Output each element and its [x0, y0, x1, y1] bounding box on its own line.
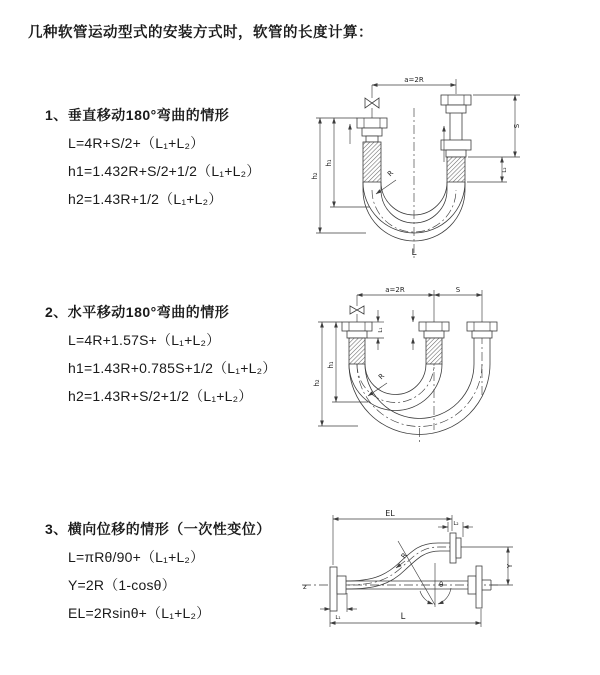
formula-line: h1=1.43R+0.785S+1/2（L₁+L₂）	[68, 360, 277, 376]
section-lateral-displacement	[45, 515, 315, 627]
formula-line: EL=2Rsinθ+（L₁+L₂）	[68, 605, 211, 621]
label-r: R	[386, 169, 396, 179]
formula-line: Y=2R（1-cosθ）	[68, 577, 176, 593]
label-l2: L₂	[502, 167, 508, 173]
label-r: R	[399, 551, 410, 561]
label-l: L	[400, 612, 406, 622]
dim-a-2r	[357, 286, 434, 295]
section-1-heading: 1、垂直移动180°弯曲的情形	[45, 107, 230, 123]
dim-l2	[467, 157, 508, 182]
dim-s	[434, 286, 482, 295]
formula-line: h2=1.43R+S/2+1/2（L₁+L₂）	[68, 388, 253, 404]
label-h2: h₂	[313, 379, 321, 387]
formula-line: h2=1.43R+1/2（L₁+L₂）	[68, 191, 223, 207]
left-hose-braid	[363, 142, 381, 182]
right-flange-fitting	[467, 322, 497, 338]
label-r: R	[377, 372, 387, 382]
formula-line: h1=1.432R+S/2+1/2（L₁+L₂）	[68, 163, 261, 179]
left-flange-fitting	[342, 322, 372, 338]
section-3-heading: 3、横向位移的情形（一次性变位）	[45, 521, 271, 537]
dim-el	[333, 509, 452, 565]
hose-u-bend-position2	[349, 364, 490, 435]
label-l2: L₂	[453, 521, 459, 527]
label-l1: L₁	[335, 615, 341, 621]
section-2-heading: 2、水平移动180°弯曲的情形	[45, 304, 230, 320]
dim-h2	[311, 118, 366, 233]
label-a2r: a=2R	[385, 286, 405, 294]
left-flange-fitting	[357, 118, 387, 142]
right-flange-fitting	[441, 95, 471, 157]
valve-icon	[365, 85, 379, 118]
top-flange-fitting	[450, 533, 461, 563]
section-vertical-bend	[45, 101, 315, 213]
label-z-break: z	[303, 583, 307, 591]
label-s: S	[455, 286, 461, 294]
formula-line: L=4R+S/2+（L₁+L₂）	[68, 135, 205, 151]
diagram-horizontal-180-bend	[310, 280, 595, 460]
label-h1: h₁	[325, 159, 333, 167]
dim-l1	[320, 593, 357, 621]
left-hose-braid	[349, 338, 365, 364]
label-s: S	[513, 123, 521, 129]
middle-hose-braid	[426, 338, 442, 364]
right-flange-fitting	[468, 566, 491, 608]
label-y: Y	[506, 563, 514, 569]
label-h2: h₂	[311, 172, 319, 180]
left-flange-fitting	[330, 567, 346, 611]
page-title: 几种软管运动型式的安装方式时，软管的长度计算：	[28, 25, 373, 41]
diagram-lateral-displacement	[300, 505, 595, 650]
right-hose-braid	[447, 157, 465, 182]
middle-flange-fitting	[419, 322, 449, 338]
hose-u-bend-position1	[349, 364, 442, 411]
valve-icon	[350, 295, 364, 322]
label-h1: h₁	[327, 361, 335, 369]
label-l1: L₁	[378, 327, 384, 333]
label-l: L	[411, 248, 417, 258]
label-el: EL	[385, 509, 395, 518]
label-a2r: a=2R	[404, 76, 424, 84]
diagram-vertical-180-bend	[310, 70, 595, 265]
formula-line: L=πRθ/90+（L₁+L₂）	[68, 549, 205, 565]
dim-a-2r	[372, 76, 456, 94]
formula-line: L=4R+1.57S+（L₁+L₂）	[68, 332, 221, 348]
hose-s-curve	[346, 543, 450, 589]
dim-s	[468, 95, 521, 157]
dim-l	[330, 609, 481, 627]
label-theta: θ	[439, 581, 444, 589]
section-horizontal-bend	[45, 298, 315, 410]
